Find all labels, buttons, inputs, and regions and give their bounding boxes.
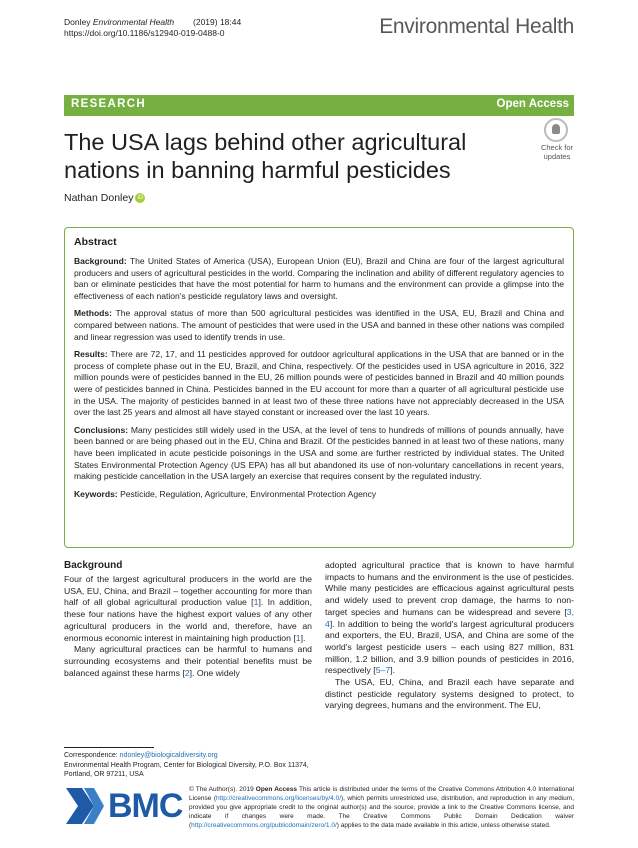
reference-link[interactable]: 3, 4 <box>325 606 574 629</box>
journal-logo: Environmental Health <box>379 15 574 38</box>
abstract-methods <box>74 308 564 343</box>
reference-link[interactable]: 5–7 <box>375 665 391 676</box>
body-paragraph: The USA, EU, China, and Brazil each have separate and distinct pesticide regulatory systems designed to protect, to varying degrees, humans and the environment. The EU, <box>325 677 574 711</box>
license-url-link[interactable]: http://creativecommons.org/licenses/by/4.0/ <box>216 794 342 802</box>
section-heading-background: Background <box>64 560 123 571</box>
footnote-divider <box>64 747 154 748</box>
abstract-conclusions-label: Conclusions: <box>74 424 129 435</box>
license-text: © The Author(s). 2019 <box>189 786 256 793</box>
body-text: ]. In addition to being the world's largest agricultural producers and exporters, the EU, Brazil, USA, and China are some of the world's largest pesticide users – each using 827 million, 831 million, 1.2 billion, and 3.9 billion pounds of pesticides in 2016, respectively [ <box>325 618 574 676</box>
bmc-logo-icon <box>64 786 106 826</box>
check-for-updates-button[interactable] <box>533 118 581 168</box>
abstract-conclusions-text: Many pesticides still widely used in the USA, at the level of tens to hundreds of millions of pounds annually, have been banned or are being phased out in the EU, China and Brazil. Of the pesticides banned in at least two of these nations, many have been implicated in acute pesticide poisonings in the USA and some are further restricted by individual states. The United States Environmental Protection Agency (US EPA) has all but abandoned its use of non-voluntary cancellations in recent years, making pesticide cancellation in the USA largely an exercise that requires consent by the regulated industry. <box>74 424 564 482</box>
bmc-logo <box>64 786 184 826</box>
article-type-banner <box>64 95 574 116</box>
author-line <box>64 192 145 204</box>
doi-link[interactable]: https://doi.org/10.1186/s12940-019-0488-0 <box>64 28 225 38</box>
license-open-access: Open Access <box>255 786 297 793</box>
license-text: This article is distributed under the terms of the Creative Commons Attribution 4.0 International License ( <box>189 786 575 802</box>
reference-link[interactable]: 1 <box>253 597 259 608</box>
abstract-background <box>74 256 564 302</box>
body-text: ]. In addition, these four nations have the highest export values of any other agricultural producers in the world and, therefore, have an enormous economic interest in maintaining high production [ <box>64 597 312 643</box>
correspondence-label: Correspondence: <box>64 752 120 759</box>
reference-link[interactable]: 1 <box>295 632 301 643</box>
license-text: ) applies to the data made available in this article, unless otherwise stated. <box>336 821 551 829</box>
abstract-methods-text: The approval status of more than 500 agricultural pesticides was identified in the USA, EU, Brazil and China and compared between nations. The amount of pesticides that were used in the USA and banned in these other nations was compiled and linear regression was used to identify trends in use. <box>74 308 564 342</box>
body-column-right <box>325 560 574 712</box>
abstract-results-text: There are 72, 17, and 11 pesticides approved for outdoor agricultural applications in the USA that are banned or in the process of complete phase out in the EU, Brazil, and China, respectively. Of the pesticides used in USA agriculture in 2016, 322 million pounds were of pesticides banned in the EU, 26 million pounds were of pesticides banned in Brazil and 40 million pounds were of pesticides banned in China. Pesticides banned in the EU account for more than a quarter of all agricultural pesticide use in the USA. The majority of pesticides banned in at least two of these three nations have not appreciably decreased in the USA over the last 25 years and almost all have stayed constant or increased over the last 10 years. <box>74 349 564 418</box>
abstract-background-label: Background: <box>74 256 127 266</box>
public-domain-url-link[interactable]: http://creativecommons.org/publicdomain/zero/1.0/ <box>191 821 337 829</box>
body-column-left <box>64 560 312 679</box>
abstract-heading: Abstract <box>74 236 117 248</box>
citation-author: Donley <box>64 17 91 27</box>
body-paragraph <box>64 574 312 644</box>
article-title: The USA lags behind other agricultural nations in banning harmful pesticides <box>64 129 467 183</box>
check-updates-line1: Check for <box>540 143 574 152</box>
license-statement <box>189 786 574 831</box>
abstract-methods-label: Methods: <box>74 308 112 319</box>
correspondence-footnote <box>64 751 314 780</box>
orcid-icon[interactable]: iD <box>135 193 145 203</box>
body-text: ]. <box>300 632 306 643</box>
check-updates-line2: updates <box>543 151 571 161</box>
check-updates-icon <box>544 118 568 142</box>
correspondence-email-link[interactable]: ndonley@biologicaldiversity.org <box>119 752 218 759</box>
abstract-background-text: The United States of America (USA), European Union (EU), Brazil and China are four of the largest agricultural producers and users of agricultural pesticides in the world. Comparing the inclination and ability of different regulatory agencies to ban or eliminate pesticides that have the most potential for harm to humans and the environment can provide a glimpse into the effectiveness of each nation's pesticide regulatory laws and oversight. <box>74 256 564 301</box>
article-type: RESEARCH <box>71 98 146 110</box>
keywords-label: Keywords: <box>74 488 118 499</box>
abstract-results <box>74 349 564 419</box>
bmc-logo-text: BMC <box>108 787 183 825</box>
reference-link[interactable]: 2 <box>184 667 190 678</box>
citation-year: (2019) 18:44 <box>193 17 242 27</box>
abstract-keywords <box>74 489 564 501</box>
body-paragraph <box>64 644 312 679</box>
body-text: ]. One widely <box>189 667 240 678</box>
citation-journal: Environmental Health <box>92 17 175 27</box>
abstract-conclusions <box>74 425 564 483</box>
keywords-text: Pesticide, Regulation, Agriculture, Environmental Protection Agency <box>120 488 377 499</box>
author-name[interactable]: Nathan Donley <box>64 192 134 204</box>
body-paragraph <box>325 560 574 677</box>
body-text: Many agricultural practices can be harmful to humans and surrounding ecosystems and their potential benefits must be balanced against these harms [ <box>64 644 312 678</box>
author-affiliation: Environmental Health Program, Center for Biological Diversity, P.O. Box 11374, Portland, OR 97211, USA <box>64 761 309 778</box>
abstract-results-label: Results: <box>74 349 108 360</box>
body-text: adopted agricultural practice that is known to have harmful impacts to humans and the environment is the use of pesticides. While many pesticides are efficacious against agricultural pests and widely used to prevent crop damage, the harms to non-target species and humans can be widespread and severe [ <box>325 560 574 617</box>
license-text: ), which permits unrestricted use, distribution, and reproduction in any medium, provided you give appropriate credit to the original author(s) and the source, provide a link to the Creative Commons license, and indicate if changes were made. The Creative Commons Public Domain Dedication waiver ( <box>189 794 575 829</box>
citation-header <box>64 17 241 39</box>
body-text: Four of the largest agricultural producers in the world are the USA, EU, China, and Brazil – together accounting for more than half of all global agricultural production value [ <box>64 574 312 608</box>
abstract-box <box>64 227 574 548</box>
body-text: ]. <box>390 665 396 676</box>
open-access-label: Open Access <box>496 98 569 110</box>
